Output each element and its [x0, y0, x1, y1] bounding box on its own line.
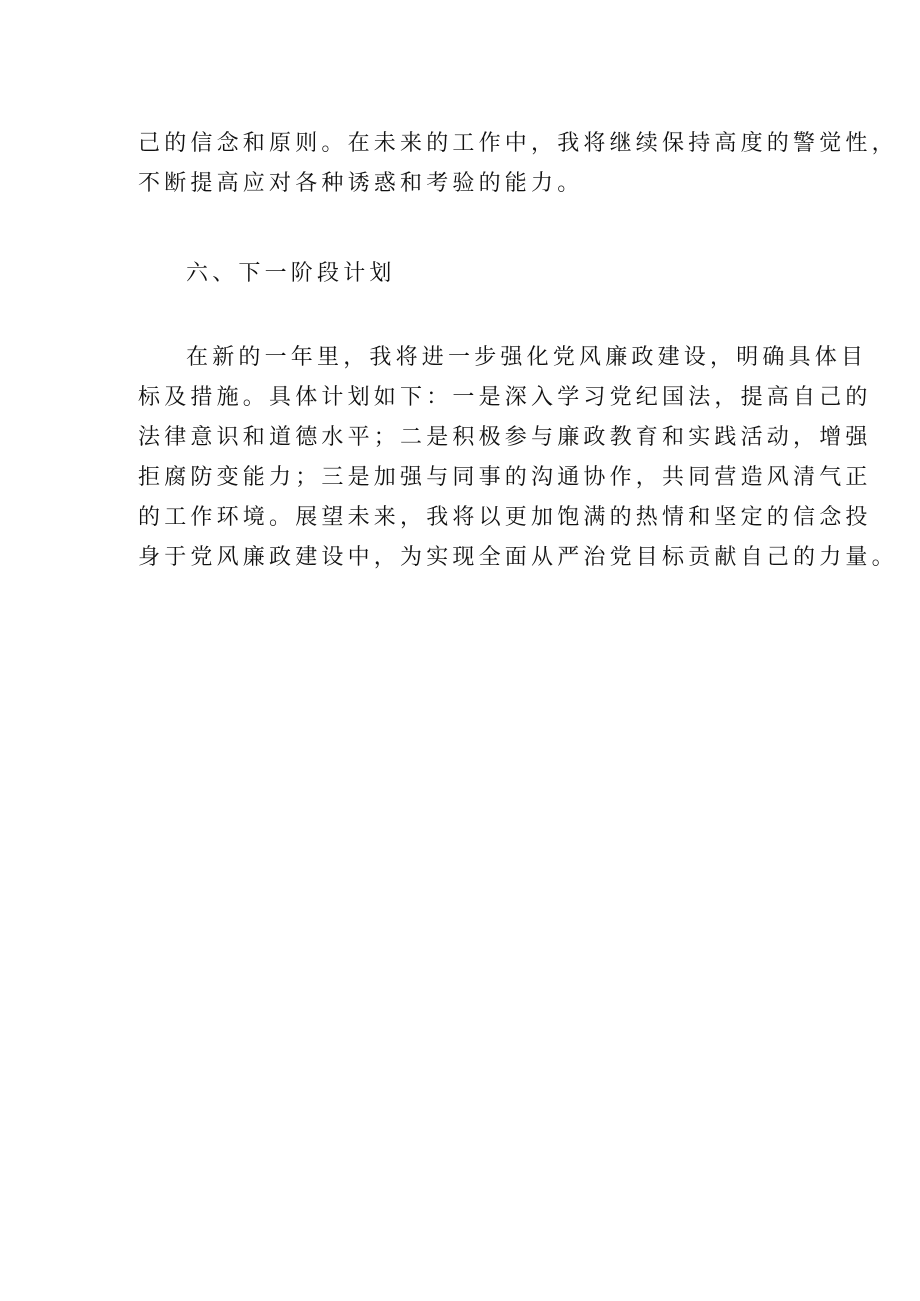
paragraph-line: 在新的一年里，我将进一步强化党风廉政建设，明确具体目 — [186, 345, 868, 370]
paragraph-line: 标及措施。具体计划如下：一是深入学习党纪国法，提高自己的 — [138, 385, 872, 410]
paragraph-line: 不断提高应对各种诱惑和考验的能力。 — [138, 171, 584, 196]
paragraph-line: 身于党风廉政建设中，为实现全面从严治党目标贡献自己的力量。 — [138, 545, 898, 570]
paragraph-plan — [138, 338, 898, 578]
paragraph-line: 拒腐防变能力；三是加强与同事的沟通协作，共同营造风清气正 — [138, 465, 872, 490]
paragraph-line: 法律意识和道德水平；二是积极参与廉政教育和实践活动，增强 — [138, 425, 872, 450]
paragraph-continuation — [138, 124, 898, 204]
section-heading — [138, 254, 784, 294]
paragraph-line: 的工作环境。展望未来，我将以更加饱满的热情和坚定的信念投 — [138, 505, 872, 530]
paragraph-line: 己的信念和原则。在未来的工作中，我将继续保持高度的警觉性， — [138, 131, 898, 156]
section-heading-text: 六、下一阶段计划 — [186, 261, 396, 286]
